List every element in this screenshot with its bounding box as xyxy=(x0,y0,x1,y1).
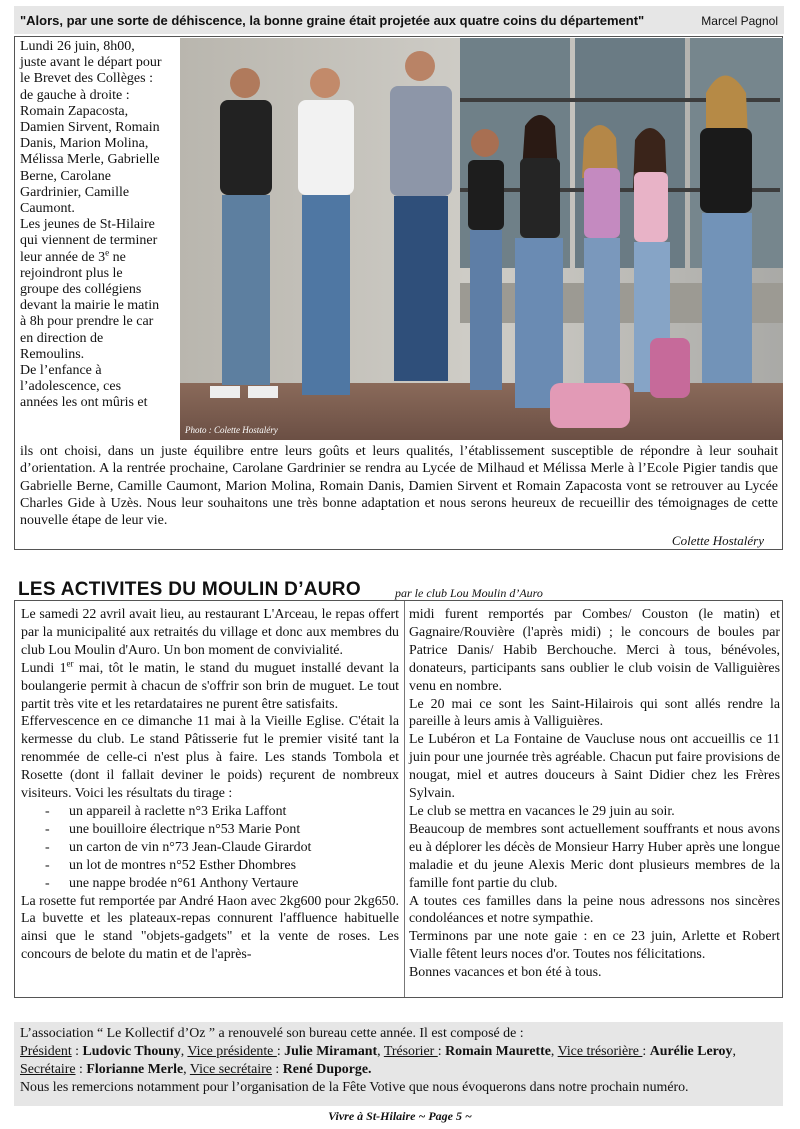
list-item: - un lot de montres n°52 Esther Dhombres xyxy=(45,857,399,875)
list-item: - un carton de vin n°73 Jean-Claude Girardot xyxy=(45,839,399,857)
role-label: Trésorier xyxy=(383,1043,438,1059)
paragraph: Lundi 1er mai, tôt le matin, le stand du muguet installé devant la boulangerie permit à chacun de s'offrir son brin de muguet. Le tout partit très vite et les retardataires ne purent être satisfaits. xyxy=(21,658,399,712)
role-label: Président xyxy=(20,1043,72,1059)
quote-banner xyxy=(14,6,784,34)
kollectif-oz-box xyxy=(14,1022,783,1106)
roles-paragraph: Président : Ludovic Thouny, Vice présidente : Julie Miramant, Trésorier : Romain Maurette, Vice trésorière : Aurélie Leroy, Secrétaire : Florianne Merle, Vice secrétaire : René Duporge. xyxy=(20,1043,736,1077)
paragraph: L’association “ Le Kollectif d’Oz ” a renouvelé son bureau cette année. Il est composé de : xyxy=(20,1026,524,1041)
paragraph: Beaucoup de membres sont actuellement souffrants et nous avons eu à déplorer les décès de Monsieur Harry Huber après une longue maladie et du jeune Alexis Meric dont plusieurs membres de la famille font partie du club. xyxy=(409,821,780,891)
quote-text: "Alors, par une sorte de déhiscence, la bonne graine était projetée aux quatre coins du département" xyxy=(20,13,645,28)
text-line: le Brevet des Collèges : xyxy=(20,71,153,87)
list-item: - une bouilloire électrique n°53 Marie Pont xyxy=(45,821,399,839)
article-signature: Colette Hostaléry xyxy=(671,533,764,548)
results-list xyxy=(21,803,399,893)
paragraph: A toutes ces familles dans la peine nous adressons nos sincères condoléances et notre sympathie. xyxy=(409,893,780,927)
text-line: groupe des collégiens xyxy=(20,282,142,298)
paragraph: Le 20 mai ce sont les Saint-Hilairois qui sont allés rendre la pareille à leurs amis à Valliguières. xyxy=(409,696,780,730)
role-name: Florianne Merle xyxy=(86,1061,184,1077)
list-item: - un appareil à raclette n°3 Erika Laffont xyxy=(45,803,399,821)
text-line: Mélissa Merle, Gabrielle xyxy=(20,152,160,168)
paragraph: Terminons par une note gaie : en ce 23 juin, Arlette et Robert Vialle fêtent leurs noces d'or. Toutes nos félicitations. xyxy=(409,929,780,963)
text-line: Remoulins. xyxy=(20,346,85,362)
text-line: juste avant le départ pour xyxy=(20,55,162,71)
text-line: Danis, Marion Molina, xyxy=(20,136,149,152)
photo-credit: Photo : Colette Hostaléry xyxy=(185,425,278,435)
article-side-text xyxy=(20,39,185,412)
role-label: Secrétaire xyxy=(20,1061,76,1077)
text-line: l’adolescence, ces xyxy=(20,379,122,395)
text-line: qui viennent de terminer xyxy=(20,233,158,249)
text-line: Romain Zapacosta, xyxy=(20,103,129,119)
paragraph: Le club se mettra en vacances le 29 juin au soir. xyxy=(409,803,675,819)
paragraph: Le Lubéron et La Fontaine de Vaucluse nous ont accueillis ce 11 juin pour une journée très agréable. Chacun put faire provisions de nougat, miel et autres douceurs à Saint Didier chez les Frères Sylvain. xyxy=(409,732,780,802)
text-line: De l’enfance à xyxy=(20,363,102,379)
text-line: Les jeunes de St-Hilaire xyxy=(20,217,155,233)
text-line: Berne, Carolane xyxy=(20,168,111,184)
paragraph: Nous les remercions notamment pour l’organisation de la Fête Votive que nous évoquerons dans notre prochain numéro. xyxy=(20,1079,689,1095)
quote-author: Marcel Pagnol xyxy=(701,14,778,28)
paragraph: Bonnes vacances et bon été à tous. xyxy=(409,965,602,981)
section-subtitle: par le club Lou Moulin d’Auro xyxy=(395,586,543,600)
paragraph: midi furent remportés par Combes/ Couston (le matin) et Gagnaire/Rouvière (l'après midi) ; le concours de boules par Patrice Danis/ Habib Berchouche. Merci à tous, bénévoles, donateurs, participants sans oublier le club voisin de Valliguières venu en nombre. xyxy=(409,607,780,694)
list-item: - une nappe brodée n°61 Anthony Vertaure xyxy=(45,875,399,893)
text-line: devant la mairie le matin xyxy=(20,298,160,314)
group-photo xyxy=(180,38,783,440)
text-line: années les ont mûris et xyxy=(20,395,148,411)
text-line: Lundi 26 juin, 8h00, xyxy=(20,39,135,54)
text-line: de gauche à droite : xyxy=(20,87,130,103)
role-label: Vice présidente xyxy=(187,1043,277,1059)
kollectif-oz-text xyxy=(20,1025,778,1097)
section-title: LES ACTIVITES DU MOULIN D’AURO xyxy=(18,579,361,600)
role-label: Vice secrétaire xyxy=(189,1061,272,1077)
role-label: Vice trésorière xyxy=(557,1043,643,1059)
text-line: Caumont. xyxy=(20,201,75,217)
page-footer: Vivre à St-Hilaire ~ Page 5 ~ xyxy=(328,1109,472,1123)
column-left xyxy=(21,606,399,964)
role-name: Julie Miramant xyxy=(284,1043,378,1059)
text-line: à 8h pour prendre le car xyxy=(20,314,154,330)
column-divider xyxy=(404,601,405,997)
text-line: Damien Sirvent, Romain xyxy=(20,120,160,136)
paragraph: Le samedi 22 avril avait lieu, au restaurant L'Arceau, le repas offert par la municipalité aux retraités du village et donc aux membres du club Lou Moulin d'Auro. Un bon moment de convivialité. xyxy=(21,607,399,658)
role-name: Romain Maurette xyxy=(445,1043,551,1059)
role-name: Aurélie Leroy xyxy=(649,1043,733,1059)
article-moulin-auro xyxy=(14,600,783,998)
text-line: Gardrinier, Camille xyxy=(20,184,130,200)
text-line: leur année de 3e ne xyxy=(20,246,126,265)
column-right xyxy=(409,606,780,982)
text-line: rejoindront plus le xyxy=(20,265,123,281)
role-name: René Duporge. xyxy=(282,1061,372,1077)
text-line: en direction de xyxy=(20,330,104,346)
paragraph: Effervescence en ce dimanche 11 mai à la Vieille Eglise. C'était la kermesse du club. Le stand Pâtisserie fut le premier visité tant la renommée de celle-ci n'est plus à faire. Les stands Tombola et Rosette (dont il fallait deviner le poids) reçurent de nombreux visiteurs. Voici les résultats du tirage : xyxy=(21,714,399,802)
paragraph: La rosette fut remportée par André Haon avec 2kg600 pour 2kg650. La buvette et les plateaux-repas connurent l'affluence habituelle ainsi que le stand "objets-gadgets" et la vente de roses. Les concours de belote du matin et de l'après- xyxy=(21,893,399,963)
article-bottom-text: ils ont choisi, dans un juste équilibre entre leurs goûts et leurs qualités, l’établissement susceptible de répondre à leur souhait d’orientation. A la rentrée prochaine, Carolane Gardrinier se rendra au Lycée de Milhaud et Mélissa Merle à l’Ecole Pigier tandis que Gabrielle Berne, Camille Caumont, Marion Molina, Romain Danis, Damien Sirvent et Romain Zapacosta vont se retrouver au Lycée Charles Gide à Uzès. Nous leur souhaitons une très bonne adaptation et nous serons heureux de recueillir des témoignages de cette nouvelle étape de leur vie. xyxy=(20,444,778,529)
role-name: Ludovic Thouny xyxy=(82,1043,181,1059)
